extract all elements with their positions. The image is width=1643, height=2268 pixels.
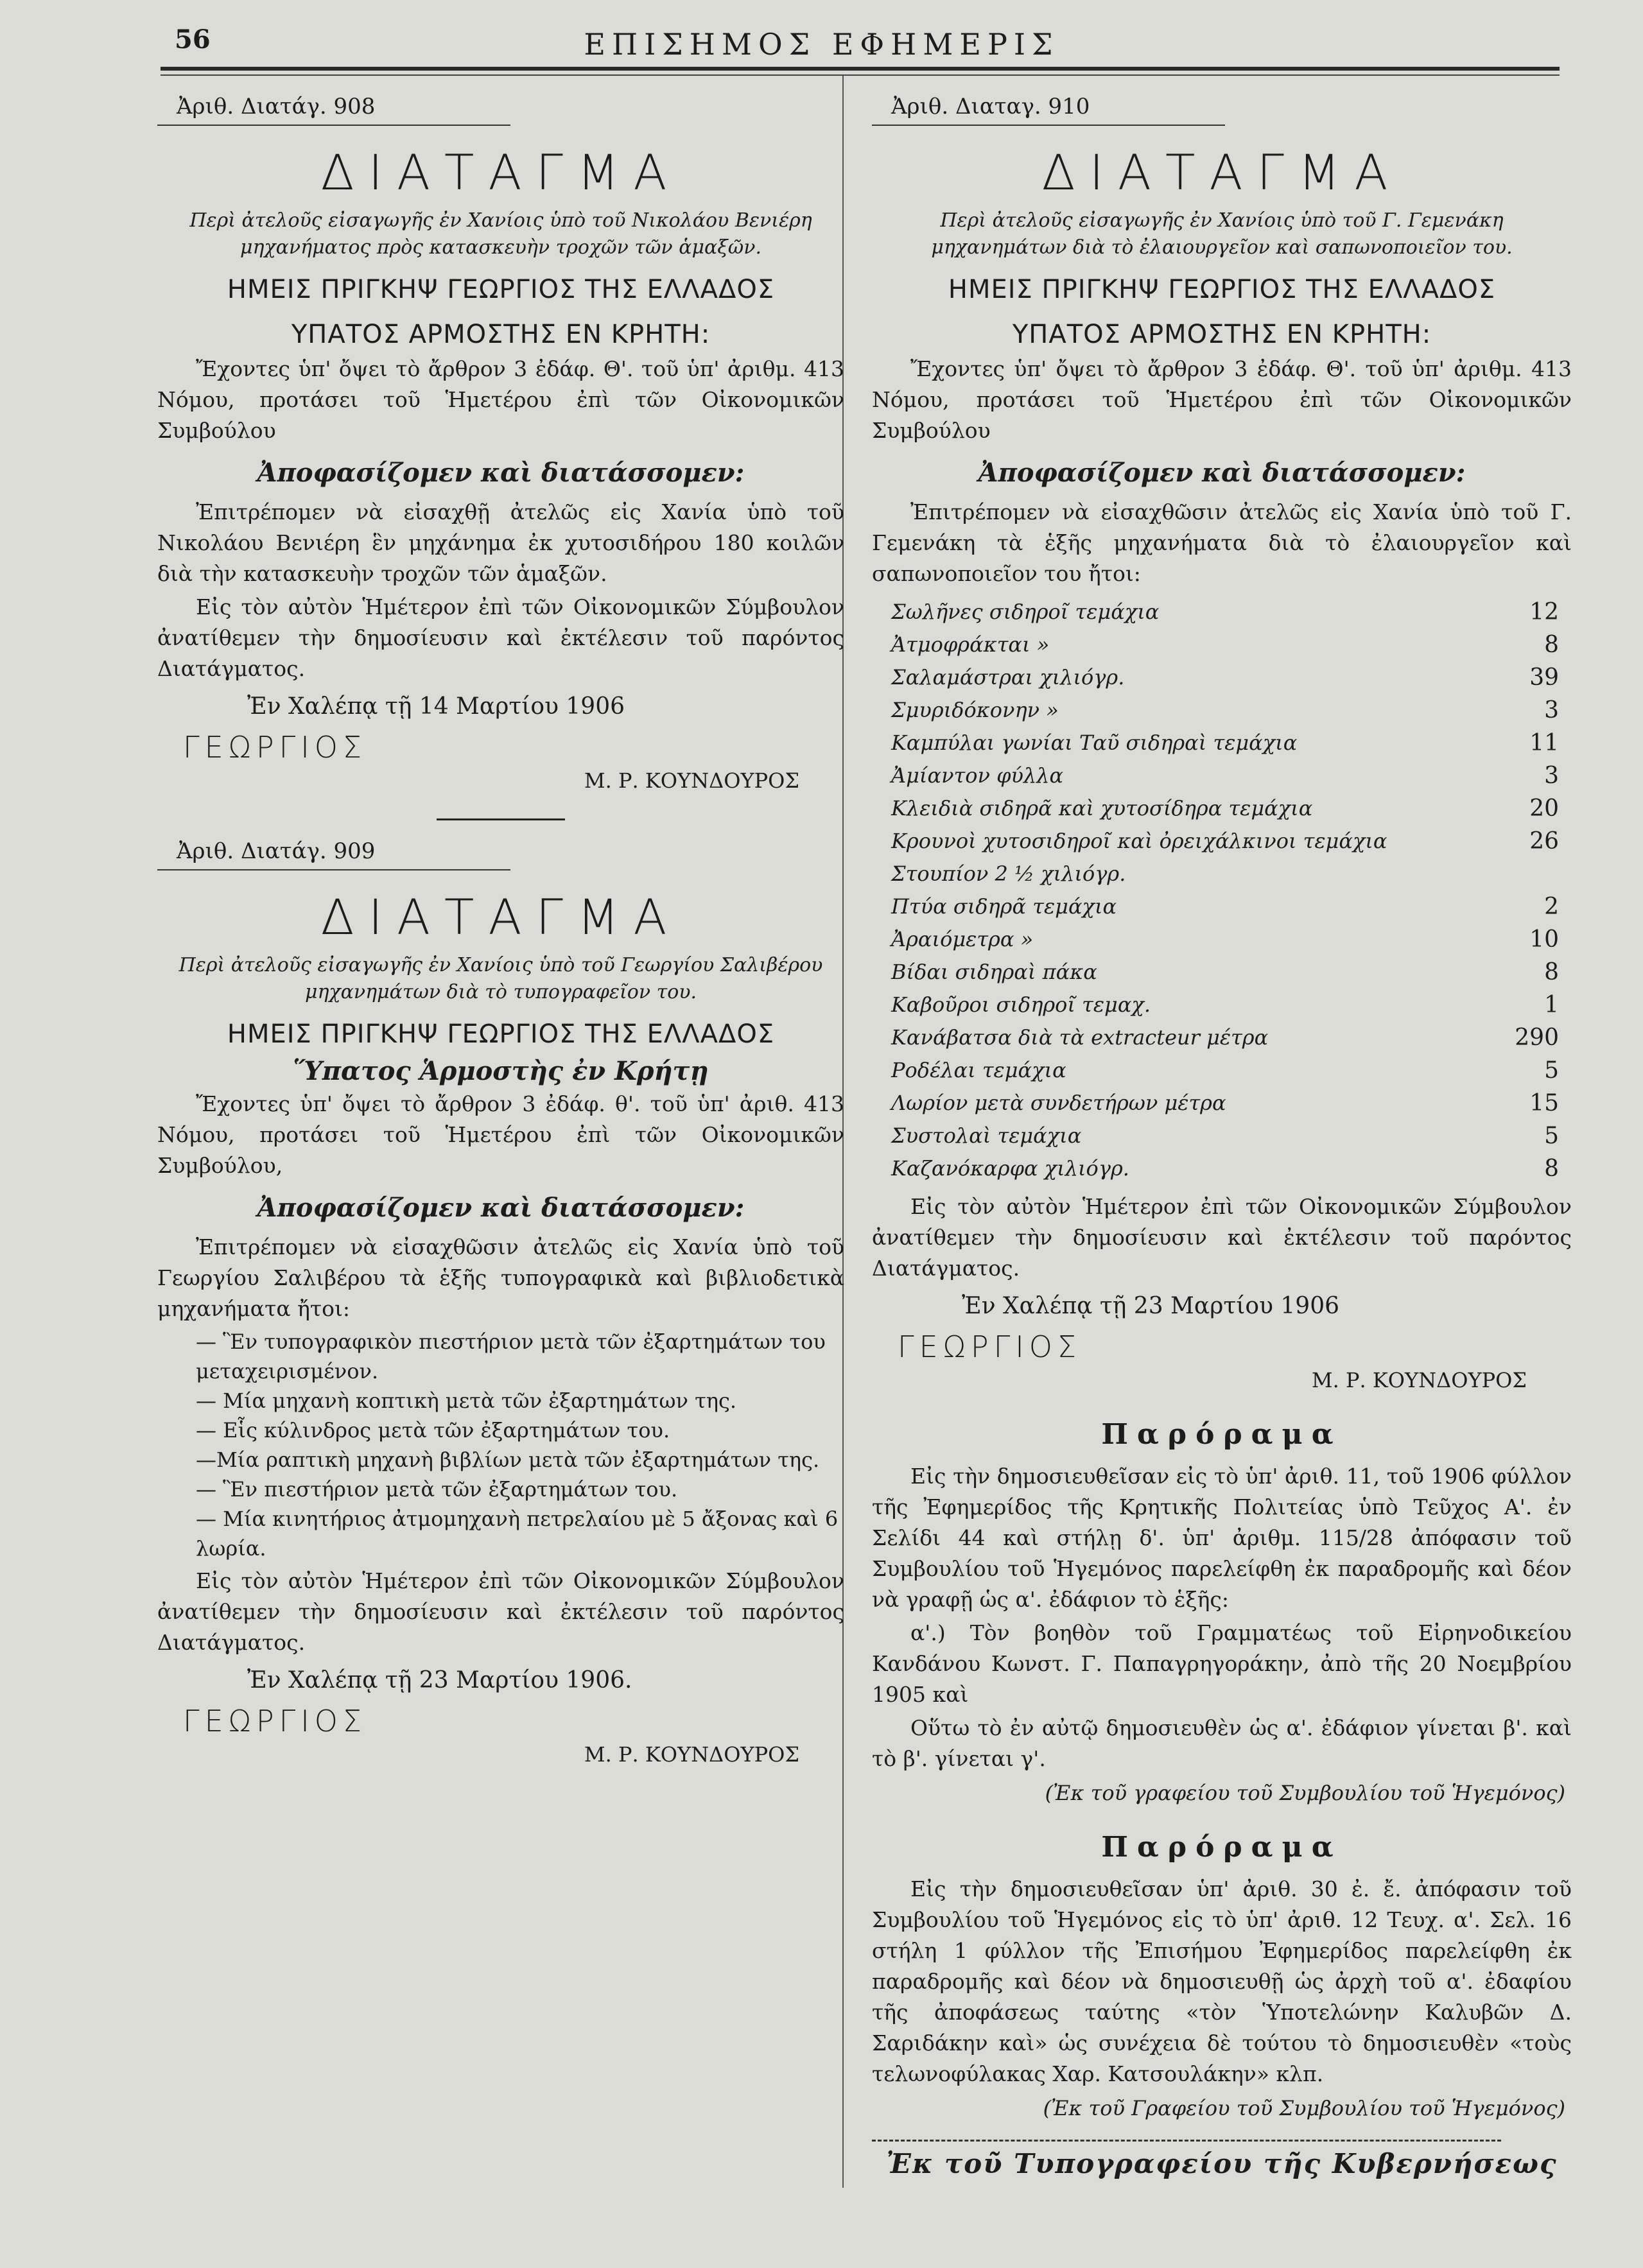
list-item: — Ἓν τυπογραφικὸν πιεστήριον μετὰ τῶν ἐξαρτημάτων του μεταχειρισμένον. [196,1329,826,1383]
inventory-row [872,1120,1572,1152]
inventory-item: Καμπύλαι γωνίαι Ταῦ σιδηραὶ τεμάχια [891,731,1298,755]
printer-footer: Ἐκ τοῦ Τυπογραφείου τῆς Κυβερνήσεως [886,2148,1558,2179]
errata-title: Παρόραμα [1101,1418,1343,1451]
inventory-item: Ροδέλαι τεμάχια [891,1058,1066,1082]
decree-909 [157,827,844,1767]
inventory-qty: 12 [1529,599,1559,625]
right-column [872,82,1572,2179]
page-number: 56 [175,24,211,55]
header-rule [161,67,1560,71]
inventory-item: Κανάβατσα διὰ τὰ extracteur μέτρα [891,1025,1269,1050]
paper-title: ΕΠΙΣΗΜΟΣ ΕΦΗΜΕΡΙΣ [584,27,1059,62]
inventory-item: Κρουνοὶ χυτοσιδηροῖ καὶ ὀρειχάλκινοι τεμάχια [891,829,1387,853]
royal-line-2: ΥΠΑΤΟΣ ΑΡΜΟΣΤΗΣ ΕΝ ΚΡΗΤΗ: [291,320,711,349]
list-item: — Εἷς κύλινδρος μετὰ τῶν ἐξαρτημάτων του. [196,1418,670,1442]
inventory-row [872,661,1572,694]
signatory: ΓΕΩΡΓΙΟΣ [183,1704,367,1738]
inventory-qty: 39 [1529,664,1559,691]
decree-body: Ἐπιτρέπομεν νὰ εἰσαχθῶσιν ἀτελῶς εἰς Χανία ὑπὸ τοῦ Γ. Γεμενάκη τὰ ἑξῆς μηχανήματα διὰ τὸ ἐλαιουργεῖον καὶ σαπωνοποιεῖον του ἤτοι: [872,499,1572,586]
errata-after: Οὕτω τὸ ἐν αὐτῷ δημοσιευθὲν ὡς α'. ἐδάφιον γίνεται β'. καὶ τὸ β'. γίνεται γ'. [872,1715,1572,1771]
inventory-item: Καβοῦροι σιδηροῖ τεμαχ. [891,992,1151,1017]
errata-source: (Ἐκ τοῦ Γραφείου τοῦ Συμβουλίου τοῦ Ἡγεμόνος) [1043,2096,1565,2120]
inventory-row [872,694,1572,727]
errata-1 [872,1418,1572,1805]
inventory-row [872,989,1572,1021]
inventory-qty: 1 [1544,992,1559,1018]
preamble: Ἔχοντες ὑπ' ὄψει τὸ ἄρθρον 3 ἐδάφ. Θ'. τοῦ ὑπ' ἀριθμ. 413 Νόμου, προτάσει τοῦ Ἡμετέρου ἐπὶ τῶν Οἰκονομικῶν Συμβούλου [872,356,1572,443]
inventory-list [872,596,1572,1185]
decree-title: ΔΙΑΤΑΓΜΑ [320,888,681,946]
inventory-item: Στουπίον 2 ½ χιλιόγρ. [891,861,1126,886]
inventory-qty: 10 [1529,926,1559,953]
inventory-item: Ἀραιόμετρα » [891,927,1034,951]
header-rule-thin [161,74,1560,76]
inventory-item: Λωρίον μετὰ συνδετήρων μέτρα [891,1091,1226,1115]
preamble: Ἔχοντες ὑπ' ὄψει τὸ ἄρθρον 3 ἐδάφ. Θ'. τοῦ ὑπ' ἀριθμ. 413 Νόμου, προτάσει τοῦ Ἡμετέρου ἐπὶ τῶν Οἰκονομικῶν Συμβούλου [157,356,844,443]
errata-title: Παρόραμα [1101,1831,1343,1864]
inventory-qty: 290 [1515,1025,1559,1051]
list-item: — Ἓν πιεστήριον μετὰ τῶν ἐξαρτημάτων του. [196,1477,678,1502]
inventory-item: Κλειδιὰ σιδηρᾶ καὶ χυτοσίδηρα τεμάχια [891,796,1313,820]
decree-subject: Περὶ ἀτελοῦς εἰσαγωγῆς ἐν Χανίοις ὑπὸ τοῦ Γ. Γεμενάκη μηχανημάτων διὰ τὸ ἐλαιουργεῖον καὶ σαπωνοποιεῖον του. [931,209,1513,259]
inventory-qty: 15 [1529,1090,1559,1116]
inventory-row [872,1021,1572,1054]
decree-title: ΔΙΑΤΑΓΜΑ [1041,144,1402,201]
royal-line-2: Ὕπατος Ἁρμοστὴς ἐν Κρήτῃ [293,1056,709,1086]
decree-subject: Περὶ ἀτελοῦς εἰσαγωγῆς ἐν Χανίοις ὑπὸ τοῦ Γεωργίου Σαλιβέρου μηχανημάτων διὰ τὸ τυπογραφεῖον του. [178,954,823,1003]
inventory-qty: 3 [1544,763,1559,789]
minister: Μ. Ρ. ΚΟΥΝΔΟΥΡΟΣ [584,1742,799,1767]
separator [437,818,565,820]
inventory-row [872,956,1572,989]
errata-text: Εἰς τὴν δημοσιευθεῖσαν ὑπ' ἀριθ. 30 ἐ. ἔ. ἀπόφασιν τοῦ Συμβουλίου τοῦ Ἡγεμόνος εἰς τὸ ὑπ' ἀριθ. 12 Τευχ. α'. Σελ. 16 στήλη 1 φύλλον τῆς Ἐπισήμου Ἐφημερίδος παρελείφθη ἐκ παραδρομῆς καὶ δέον νὰ δημοσιευθῇ ὡς ἀρχὴ τοῦ α'. ἐδαφίου τῆς ἀποφάσεως ταύτης «τὸν Ὑποτελώνην Καλυβῶν Δ. Σαριδάκην καὶ» ὡς συνέχεια δὲ τούτου τὸ δημοσιευθὲν «τοὺς τελωνοφύλακας Χαρ. Κατσουλάκην» κλπ. [872,1876,1572,2086]
inventory-row [872,1087,1572,1120]
royal-line-1: ΗΜΕΙΣ ΠΡΙΓΚΗΨ ΓΕΩΡΓΙΟΣ ΤΗΣ ΕΛΛΑΔΟΣ [227,1019,775,1049]
decree-title: ΔΙΑΤΑΓΜΑ [320,144,681,201]
decree-date: Ἐν Χαλέπᾳ τῇ 14 Μαρτίου 1906 [247,693,625,720]
inventory-qty: 3 [1544,697,1559,723]
inventory-qty: 8 [1544,959,1559,985]
royal-line-1: ΗΜΕΙΣ ΠΡΙΓΚΗΨ ΓΕΩΡΓΙΟΣ ΤΗΣ ΕΛΛΑΔΟΣ [227,275,775,304]
decree-body: Ἐπιτρέπομεν νὰ εἰσαχθῇ ἀτελῶς εἰς Χανία ὑπὸ τοῦ Νικολάου Βενιέρη ἓν μηχάνημα ἐκ χυτοσιδήρου 180 κοιλῶν διὰ τὴν κατασκευὴν τροχῶν τῶν ἁμαξῶν. [157,499,844,586]
inventory-row [872,858,1572,890]
decree-number: Ἀριθ. Διαταγ. 910 [872,94,1225,126]
inventory-row [872,792,1572,825]
inventory-item: Σμυριδόκονην » [891,698,1059,722]
decree-closing: Εἰς τὸν αὐτὸν Ἡμέτερον ἐπὶ τῶν Οἰκονομικῶν Σύμβουλον ἀνατίθεμεν τὴν δημοσίευσιν καὶ ἐκτέλεσιν τοῦ παρόντος Διατάγματος. [157,1568,844,1655]
inventory-item: Βίδαι σιδηραὶ πάκα [891,960,1097,984]
decree-closing: Εἰς τὸν αὐτὸν Ἡμέτερον ἐπὶ τῶν Οἰκονομικῶν Σύμβουλον ἀνατίθεμεν τὴν δημοσίευσιν καὶ ἐκτέλεσιν τοῦ παρόντος Διατάγματος. [157,594,844,681]
inventory-row [872,1054,1572,1087]
list-item: — Μία κινητήριος ἀτμομηχανὴ πετρελαίου μὲ 5 ἄξονας καὶ 6 λωρία. [196,1507,839,1561]
signatory: ΓΕΩΡΓΙΟΣ [183,730,367,765]
list-item: — Μία μηχανὴ κοπτικὴ μετὰ τῶν ἐξαρτημάτων της. [196,1389,737,1413]
left-column [157,82,844,1767]
errata-text: Εἰς τὴν δημοσιευθεῖσαν εἰς τὸ ὑπ' ἀριθ. 11, τοῦ 1906 φύλλον τῆς Ἐφημερίδος τῆς Κρητικῆς Πολιτείας ὑπὸ Τεῦχος Α'. ἐν Σελίδι 44 καὶ στήλῃ δ'. ὑπ' ἀριθμ. 115/28 ἀπόφασιν τοῦ Συμβουλίου τοῦ Ἡγεμόνος παρελείφθη ἐκ παραδρομῆς καὶ δέον νὰ γραφῇ ὡς α'. ἐδάφιον τὸ ἑξῆς: [872,1464,1572,1612]
inventory-item: Ἀτμοφράκται » [891,632,1050,657]
royal-line-1: ΗΜΕΙΣ ΠΡΙΓΚΗΨ ΓΕΩΡΓΙΟΣ ΤΗΣ ΕΛΛΑΔΟΣ [948,275,1496,304]
inventory-item: Συστολαὶ τεμάχια [891,1123,1082,1148]
inventory-row [872,628,1572,661]
inventory-qty: 2 [1544,894,1559,920]
errata-2 [872,1831,1572,2120]
inventory-qty: 5 [1544,1123,1559,1149]
inventory-qty: 20 [1529,795,1559,822]
decision-heading: Ἀποφασίζομεν καὶ διατάσσομεν: [978,458,1466,488]
inventory-item: Σωλῆνες σιδηροῖ τεμάχια [891,600,1160,624]
decision-heading: Ἀποφασίζομεν καὶ διατάσσομεν: [257,458,745,488]
inventory-row [872,890,1572,923]
inventory-row [872,727,1572,759]
decision-heading: Ἀποφασίζομεν καὶ διατάσσομεν: [257,1193,745,1223]
inventory-qty: 11 [1529,730,1559,756]
inventory-qty: 5 [1544,1057,1559,1084]
errata-source: (Ἐκ τοῦ γραφείου τοῦ Συμβουλίου τοῦ Ἡγεμόνος) [1045,1781,1565,1805]
list-item: —Μία ραπτικὴ μηχανὴ βιβλίων μετὰ τῶν ἐξαρτημάτων της. [196,1448,820,1472]
decree-subject: Περὶ ἀτελοῦς εἰσαγωγῆς ἐν Χανίοις ὑπὸ τοῦ Νικολάου Βενιέρη μηχανήματος πρὸς κατασκευὴν τροχῶν τῶν ἁμαξῶν. [189,209,812,259]
inventory-row [872,923,1572,956]
minister: Μ. Ρ. ΚΟΥΝΔΟΥΡΟΣ [1311,1368,1527,1392]
decree-910 [872,82,1572,1392]
inventory-row [872,759,1572,792]
royal-line-2: ΥΠΑΤΟΣ ΑΡΜΟΣΤΗΣ ΕΝ ΚΡΗΤΗ: [1012,320,1432,349]
decree-908 [157,82,844,820]
errata-item: α'.) Τὸν βοηθὸν τοῦ Γραμματέως τοῦ Εἰρηνοδικείου Κανδάνου Κωνστ. Γ. Παπαγρηγοράκην, ἀπὸ τῆς 20 Νοεμβρίου 1905 καὶ [872,1620,1572,1707]
signatory: ΓΕΩΡΓΙΟΣ [898,1329,1082,1364]
footer-rule [872,2140,1501,2143]
inventory-row [872,1152,1572,1185]
preamble: Ἔχοντες ὑπ' ὄψει τὸ ἄρθρον 3 ἐδάφ. θ'. τοῦ ὑπ' ἀριθ. 413 Νόμου, προτάσει τοῦ Ἡμετέρου ἐπὶ τῶν Οἰκονομικῶν Συμβούλου, [157,1091,844,1178]
decree-number: Ἀριθ. Διατάγ. 908 [157,94,510,126]
decree-date: Ἐν Χαλέπᾳ τῇ 23 Μαρτίου 1906 [962,1293,1340,1319]
inventory-row [872,825,1572,858]
inventory-item: Πτύα σιδηρᾶ τεμάχια [891,894,1117,919]
decree-closing: Εἰς τὸν αὐτὸν Ἡμέτερον ἐπὶ τῶν Οἰκονομικῶν Σύμβουλον ἀνατίθεμεν τὴν δημοσίευσιν καὶ ἐκτέλεσιν τοῦ παρόντος Διατάγματος. [872,1194,1572,1281]
inventory-qty: 8 [1544,632,1559,658]
inventory-qty: 26 [1529,828,1559,854]
decree-number: Ἀριθ. Διατάγ. 909 [157,838,510,870]
decree-body: Ἐπιτρέπομεν νὰ εἰσαχθῶσιν ἀτελῶς εἰς Χανία ὑπὸ τοῦ Γεωργίου Σαλιβέρου τὰ ἑξῆς τυπογραφικὰ καὶ βιβλιοδετικὰ μηχανήματα ἤτοι: [157,1234,844,1321]
decree-date: Ἐν Χαλέπᾳ τῇ 23 Μαρτίου 1906. [247,1667,632,1693]
inventory-item: Ἀμίαντον φύλλα [891,763,1064,788]
inventory-qty: 8 [1544,1156,1559,1182]
inventory-item: Σαλαμάστραι χιλιόγρ. [891,665,1125,689]
inventory-row [872,596,1572,628]
minister: Μ. Ρ. ΚΟΥΝΔΟΥΡΟΣ [584,768,799,793]
inventory-item: Καζανόκαρφα χιλιόγρ. [891,1156,1129,1181]
